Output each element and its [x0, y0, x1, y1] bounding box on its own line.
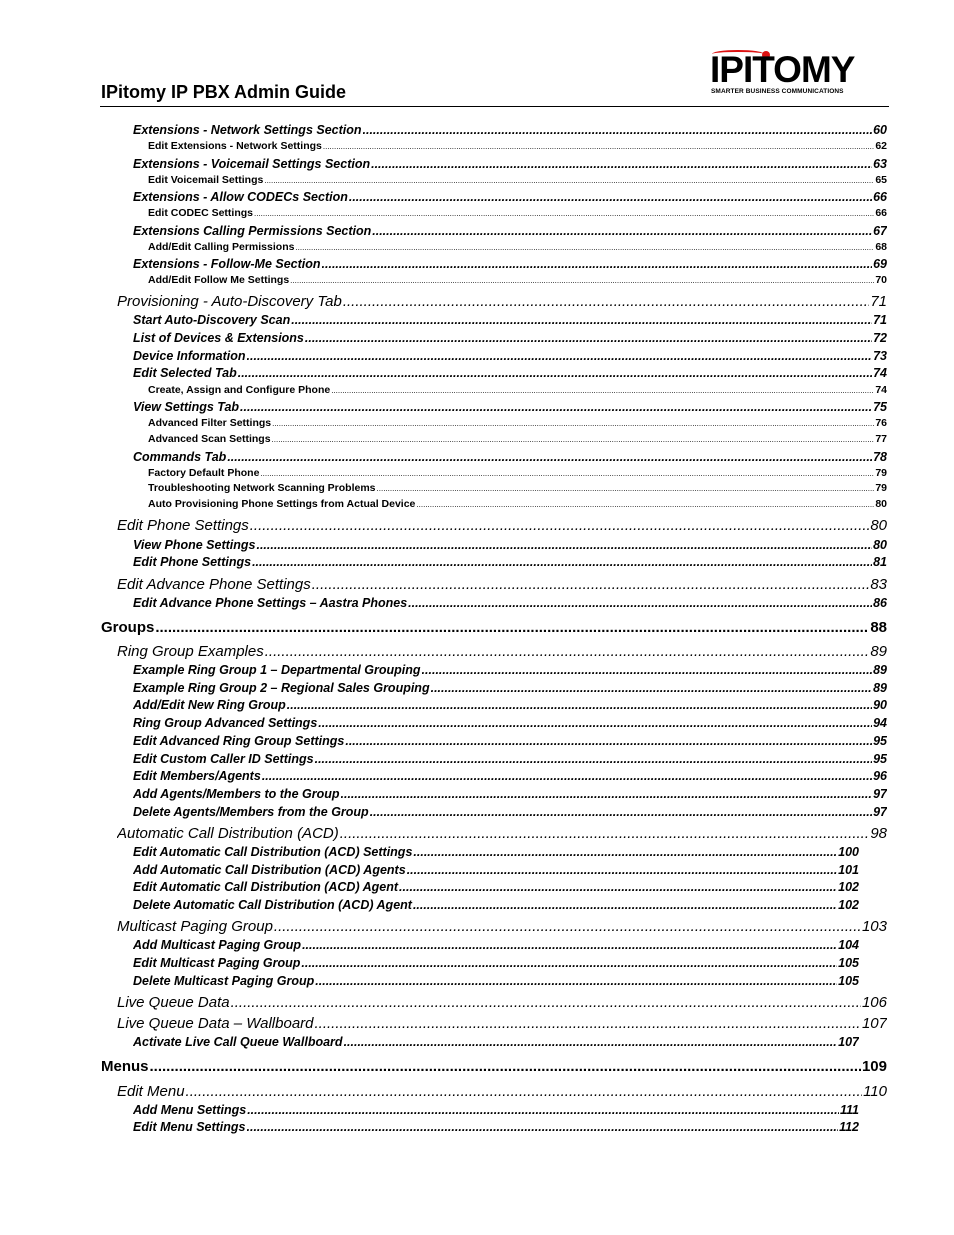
toc-entry[interactable] — [133, 450, 887, 464]
toc-leader-dots — [399, 880, 837, 894]
toc-leader-dots — [363, 123, 873, 137]
toc-entry-title: Advanced Filter Settings — [148, 417, 272, 429]
toc-entry-page: 110 — [863, 1083, 887, 1100]
toc-entry-page: 96 — [873, 769, 887, 783]
toc-entry[interactable] — [133, 190, 887, 204]
toc-entry[interactable] — [133, 734, 887, 748]
toc-entry-title: Multicast Paging Group — [117, 918, 273, 935]
toc-entry-title: Add Menu Settings — [133, 1103, 247, 1117]
toc-leader-dots — [407, 863, 837, 877]
toc-entry-page: 106 — [861, 994, 887, 1011]
toc-entry[interactable] — [133, 956, 859, 970]
toc-entry[interactable] — [148, 433, 887, 445]
toc-entry-page: 94 — [873, 716, 887, 730]
toc-entry-title: Edit Phone Settings — [133, 555, 252, 569]
toc-entry[interactable] — [133, 596, 887, 610]
toc-entry-title: Example Ring Group 2 – Regional Sales Grouping — [133, 681, 430, 695]
toc-entry-title: Automatic Call Distribution (ACD) — [117, 825, 339, 842]
toc-entry-title: Live Queue Data – Wallboard — [117, 1015, 314, 1032]
toc-entry-page: 63 — [873, 157, 887, 171]
toc-entry-title: Troubleshooting Network Scanning Problems — [148, 482, 376, 494]
toc-entry-title: Extensions - Voicemail Settings Section — [133, 157, 371, 171]
toc-entry-title: View Phone Settings — [133, 538, 256, 552]
toc-entry[interactable] — [133, 787, 887, 801]
toc-entry-title: Device Information — [133, 349, 246, 363]
toc-entry-page: 112 — [839, 1120, 859, 1134]
toc-entry[interactable] — [117, 576, 887, 593]
toc-entry-title: Add Automatic Call Distribution (ACD) Agents — [133, 863, 406, 877]
toc-entry-title: Edit Voicemail Settings — [148, 174, 264, 186]
toc-entry-page: 101 — [838, 863, 859, 877]
toc-leader-dots — [155, 619, 869, 636]
toc-entry-page: 95 — [873, 734, 887, 748]
toc-entry-page: 89 — [873, 663, 887, 677]
toc-entry-page: 76 — [875, 417, 887, 429]
toc-entry-title: Edit Custom Caller ID Settings — [133, 752, 314, 766]
toc-leader-dots — [315, 1015, 861, 1032]
toc-entry-title: Edit Menu — [117, 1083, 185, 1100]
toc-leader-dots — [408, 596, 872, 610]
toc-entry[interactable] — [148, 140, 887, 152]
toc-entry-page: 80 — [873, 538, 887, 552]
toc-entry[interactable] — [133, 863, 859, 877]
toc-entry[interactable] — [101, 619, 887, 636]
toc-leader-dots — [247, 1103, 839, 1117]
toc-entry[interactable] — [133, 555, 887, 569]
toc-leader-dots — [262, 769, 872, 783]
toc-entry[interactable] — [133, 349, 887, 363]
toc-entry[interactable] — [133, 769, 887, 783]
toc-entry-page: 67 — [873, 224, 887, 238]
toc-entry[interactable] — [148, 274, 887, 286]
toc-leader-dots — [227, 450, 872, 464]
toc-entry-page: 79 — [875, 467, 887, 479]
toc-entry-title: Delete Automatic Call Distribution (ACD) Agent — [133, 898, 412, 912]
toc-entry-title: Edit Advance Phone Settings — [117, 576, 311, 593]
toc-leader-dots — [377, 484, 875, 493]
toc-leader-dots — [422, 663, 873, 677]
toc-leader-dots — [238, 366, 872, 380]
toc-entry-title: Menus — [101, 1058, 149, 1075]
toc-leader-dots — [323, 142, 874, 151]
toc-entry-page: 68 — [875, 241, 887, 253]
toc-entry-title: Provisioning - Auto-Discovery Tab — [117, 293, 342, 310]
toc-leader-dots — [315, 974, 837, 988]
toc-entry-page: 77 — [875, 433, 887, 445]
toc-entry[interactable] — [133, 538, 887, 552]
toc-entry[interactable] — [133, 313, 887, 327]
toc-entry[interactable] — [133, 257, 887, 271]
toc-entry[interactable] — [148, 467, 887, 479]
toc-entry[interactable] — [133, 752, 887, 766]
toc-entry-title: Ring Group Examples — [117, 643, 264, 660]
toc-entry-title: Edit Menu Settings — [133, 1120, 246, 1134]
toc-entry-title: Delete Multicast Paging Group — [133, 974, 315, 988]
toc-entry-title: Example Ring Group 1 – Departmental Grouping — [133, 663, 421, 677]
toc-entry-title: Edit Members/Agents — [133, 769, 261, 783]
toc-entry[interactable] — [117, 1015, 887, 1032]
toc-leader-dots — [260, 469, 874, 478]
toc-leader-dots — [318, 716, 872, 730]
toc-entry-page: 89 — [870, 643, 887, 660]
toc-leader-dots — [290, 276, 874, 285]
toc-leader-dots — [252, 555, 872, 569]
toc-entry-page: 97 — [873, 787, 887, 801]
toc-entry[interactable] — [133, 698, 887, 712]
toc-entry-title: Live Queue Data — [117, 994, 230, 1011]
toc-entry-page: 80 — [870, 517, 887, 534]
toc-entry-page: 74 — [873, 366, 887, 380]
toc-entry-title: Edit Multicast Paging Group — [133, 956, 301, 970]
toc-entry-title: Add Multicast Paging Group — [133, 938, 302, 952]
toc-entry-page: 86 — [873, 596, 887, 610]
toc-entry[interactable] — [133, 880, 859, 894]
toc-leader-dots — [341, 787, 873, 801]
toc-entry-title: Factory Default Phone — [148, 467, 260, 479]
toc-leader-dots — [240, 400, 872, 414]
toc-entry-title: Extensions - Allow CODECs Section — [133, 190, 348, 204]
toc-entry[interactable] — [133, 366, 887, 380]
toc-leader-dots — [349, 190, 872, 204]
toc-entry-title: List of Devices & Extensions — [133, 331, 304, 345]
toc-leader-dots — [274, 918, 861, 935]
toc-entry-page: 62 — [875, 140, 887, 152]
toc-entry-page: 103 — [861, 918, 887, 935]
toc-entry-page: 97 — [873, 805, 887, 819]
toc-entry-page: 66 — [873, 190, 887, 204]
toc-entry-page: 107 — [838, 1035, 859, 1049]
toc-leader-dots — [416, 500, 874, 509]
toc-leader-dots — [370, 805, 872, 819]
toc-entry-page: 98 — [870, 825, 887, 842]
toc-entry-page: 60 — [873, 123, 887, 137]
toc-entry-title: Edit Extensions - Network Settings — [148, 140, 322, 152]
toc-entry[interactable] — [133, 681, 887, 695]
toc-entry[interactable] — [117, 517, 887, 534]
toc-entry[interactable] — [148, 241, 887, 253]
toc-entry-title: Edit Selected Tab — [133, 366, 237, 380]
toc-entry[interactable] — [133, 805, 887, 819]
toc-entry-title: Edit Automatic Call Distribution (ACD) Settings — [133, 845, 413, 859]
toc-entry[interactable] — [117, 643, 887, 660]
toc-entry-title: Edit Phone Settings — [117, 517, 249, 534]
toc-entry[interactable] — [133, 845, 859, 859]
toc-entry-page: 102 — [838, 880, 859, 894]
header-divider — [100, 106, 889, 107]
toc-entry-page: 107 — [861, 1015, 887, 1032]
toc-entry[interactable] — [117, 918, 887, 935]
toc-leader-dots — [272, 435, 875, 444]
toc-entry-title: Edit Advance Phone Settings – Aastra Phones — [133, 596, 408, 610]
toc-leader-dots — [231, 994, 861, 1011]
toc-entry[interactable] — [117, 994, 887, 1011]
toc-entry-title: Extensions Calling Permissions Section — [133, 224, 372, 238]
toc-entry-title: Advanced Scan Settings — [148, 433, 271, 445]
toc-entry-title: Extensions - Network Settings Section — [133, 123, 362, 137]
toc-leader-dots — [372, 224, 872, 238]
toc-entry[interactable] — [133, 331, 887, 345]
toc-entry-title: Add/Edit New Ring Group — [133, 698, 286, 712]
toc-entry-title: Edit Advanced Ring Group Settings — [133, 734, 345, 748]
toc-entry-title: Delete Agents/Members from the Group — [133, 805, 369, 819]
toc-entry-page: 74 — [875, 384, 887, 396]
toc-leader-dots — [295, 243, 874, 252]
toc-leader-dots — [305, 331, 872, 345]
toc-entry-page: 80 — [875, 498, 887, 510]
toc-entry[interactable] — [133, 938, 859, 952]
toc-entry[interactable] — [133, 663, 887, 677]
toc-leader-dots — [312, 576, 870, 593]
toc-entry-title: Commands Tab — [133, 450, 227, 464]
toc-entry[interactable] — [148, 498, 887, 510]
toc-entry-title: Add/Edit Calling Permissions — [148, 241, 295, 253]
toc-entry-title: Auto Provisioning Phone Settings from Actual Device — [148, 498, 416, 510]
toc-entry-title: Start Auto-Discovery Scan — [133, 313, 291, 327]
toc-entry[interactable] — [148, 482, 887, 494]
toc-entry-page: 71 — [870, 293, 887, 310]
toc-leader-dots — [301, 956, 837, 970]
toc-entry-page: 95 — [873, 752, 887, 766]
toc-entry-page: 81 — [873, 555, 887, 569]
toc-entry-page: 105 — [838, 974, 859, 988]
toc-entry-page: 69 — [873, 257, 887, 271]
toc-entry-page: 66 — [875, 207, 887, 219]
toc-entry-title: Add/Edit Follow Me Settings — [148, 274, 290, 286]
toc-entry-page: 70 — [875, 274, 887, 286]
toc-entry-page: 78 — [873, 450, 887, 464]
toc-leader-dots — [331, 386, 874, 395]
toc-entry[interactable] — [133, 1103, 859, 1117]
toc-entry[interactable] — [148, 207, 887, 219]
toc-entry-page: 102 — [838, 898, 859, 912]
toc-entry-title: View Settings Tab — [133, 400, 240, 414]
toc-leader-dots — [265, 643, 870, 660]
toc-entry-title: Edit CODEC Settings — [148, 207, 254, 219]
toc-entry-page: 72 — [873, 331, 887, 345]
toc-entry[interactable] — [133, 716, 887, 730]
toc-entry-title: Add Agents/Members to the Group — [133, 787, 340, 801]
logo-tagline: SMARTER BUSINESS COMMUNICATIONS — [711, 88, 844, 95]
toc-leader-dots — [413, 898, 837, 912]
toc-entry[interactable] — [117, 1083, 887, 1100]
logo-wordmark: IPITOMY — [710, 49, 855, 90]
toc-entry[interactable] — [133, 1035, 859, 1049]
ipitomy-logo — [710, 50, 886, 100]
toc-entry[interactable] — [133, 123, 887, 137]
toc-entry[interactable] — [117, 293, 887, 310]
toc-entry-page: 88 — [870, 619, 887, 636]
toc-entry-title: Edit Automatic Call Distribution (ACD) Agent — [133, 880, 399, 894]
toc-entry-title: Extensions - Follow-Me Section — [133, 257, 321, 271]
toc-leader-dots — [256, 538, 872, 552]
toc-entry-page: 65 — [875, 174, 887, 186]
toc-entry-page: 104 — [838, 938, 859, 952]
toc-entry-title: Groups — [101, 619, 155, 636]
toc-entry-page: 111 — [839, 1103, 859, 1117]
toc-entry-page: 71 — [873, 313, 887, 327]
toc-leader-dots — [264, 176, 874, 185]
toc-entry-page: 75 — [873, 400, 887, 414]
toc-leader-dots — [344, 1035, 838, 1049]
toc-leader-dots — [150, 1058, 861, 1075]
toc-entry-page: 73 — [873, 349, 887, 363]
toc-entry[interactable] — [148, 174, 887, 186]
toc-entry[interactable] — [133, 898, 859, 912]
toc-entry-title: Create, Assign and Configure Phone — [148, 384, 331, 396]
toc-leader-dots — [250, 517, 870, 534]
toc-entry[interactable] — [133, 157, 887, 171]
toc-entry-page: 89 — [873, 681, 887, 695]
toc-leader-dots — [431, 681, 873, 695]
toc-entry-page: 105 — [838, 956, 859, 970]
toc-leader-dots — [343, 293, 869, 310]
toc-entry[interactable] — [133, 224, 887, 238]
toc-entry-page: 100 — [838, 845, 859, 859]
toc-entry[interactable] — [148, 417, 887, 429]
toc-leader-dots — [287, 698, 872, 712]
toc-leader-dots — [272, 419, 874, 428]
toc-leader-dots — [413, 845, 837, 859]
toc-leader-dots — [345, 734, 872, 748]
toc-entry[interactable] — [101, 1058, 887, 1075]
toc-entry-title: Activate Live Call Queue Wallboard — [133, 1035, 343, 1049]
toc-leader-dots — [315, 752, 873, 766]
toc-leader-dots — [247, 1120, 839, 1134]
toc-entry[interactable] — [148, 384, 887, 396]
toc-entry[interactable] — [133, 1120, 859, 1134]
toc-entry[interactable] — [133, 400, 887, 414]
toc-leader-dots — [291, 313, 872, 327]
toc-entry-title: Ring Group Advanced Settings — [133, 716, 318, 730]
toc-entry-page: 90 — [873, 698, 887, 712]
toc-entry-page: 109 — [861, 1058, 887, 1075]
toc-leader-dots — [302, 938, 837, 952]
toc-leader-dots — [340, 825, 870, 842]
toc-leader-dots — [371, 157, 872, 171]
toc-entry-page: 79 — [875, 482, 887, 494]
toc-leader-dots — [186, 1083, 863, 1100]
document-title: IPitomy IP PBX Admin Guide — [101, 82, 347, 102]
toc-entry[interactable] — [133, 974, 859, 988]
toc-entry-page: 83 — [870, 576, 887, 593]
toc-leader-dots — [322, 257, 873, 271]
toc-leader-dots — [247, 349, 873, 363]
toc-leader-dots — [254, 209, 874, 218]
toc-entry[interactable] — [117, 825, 887, 842]
